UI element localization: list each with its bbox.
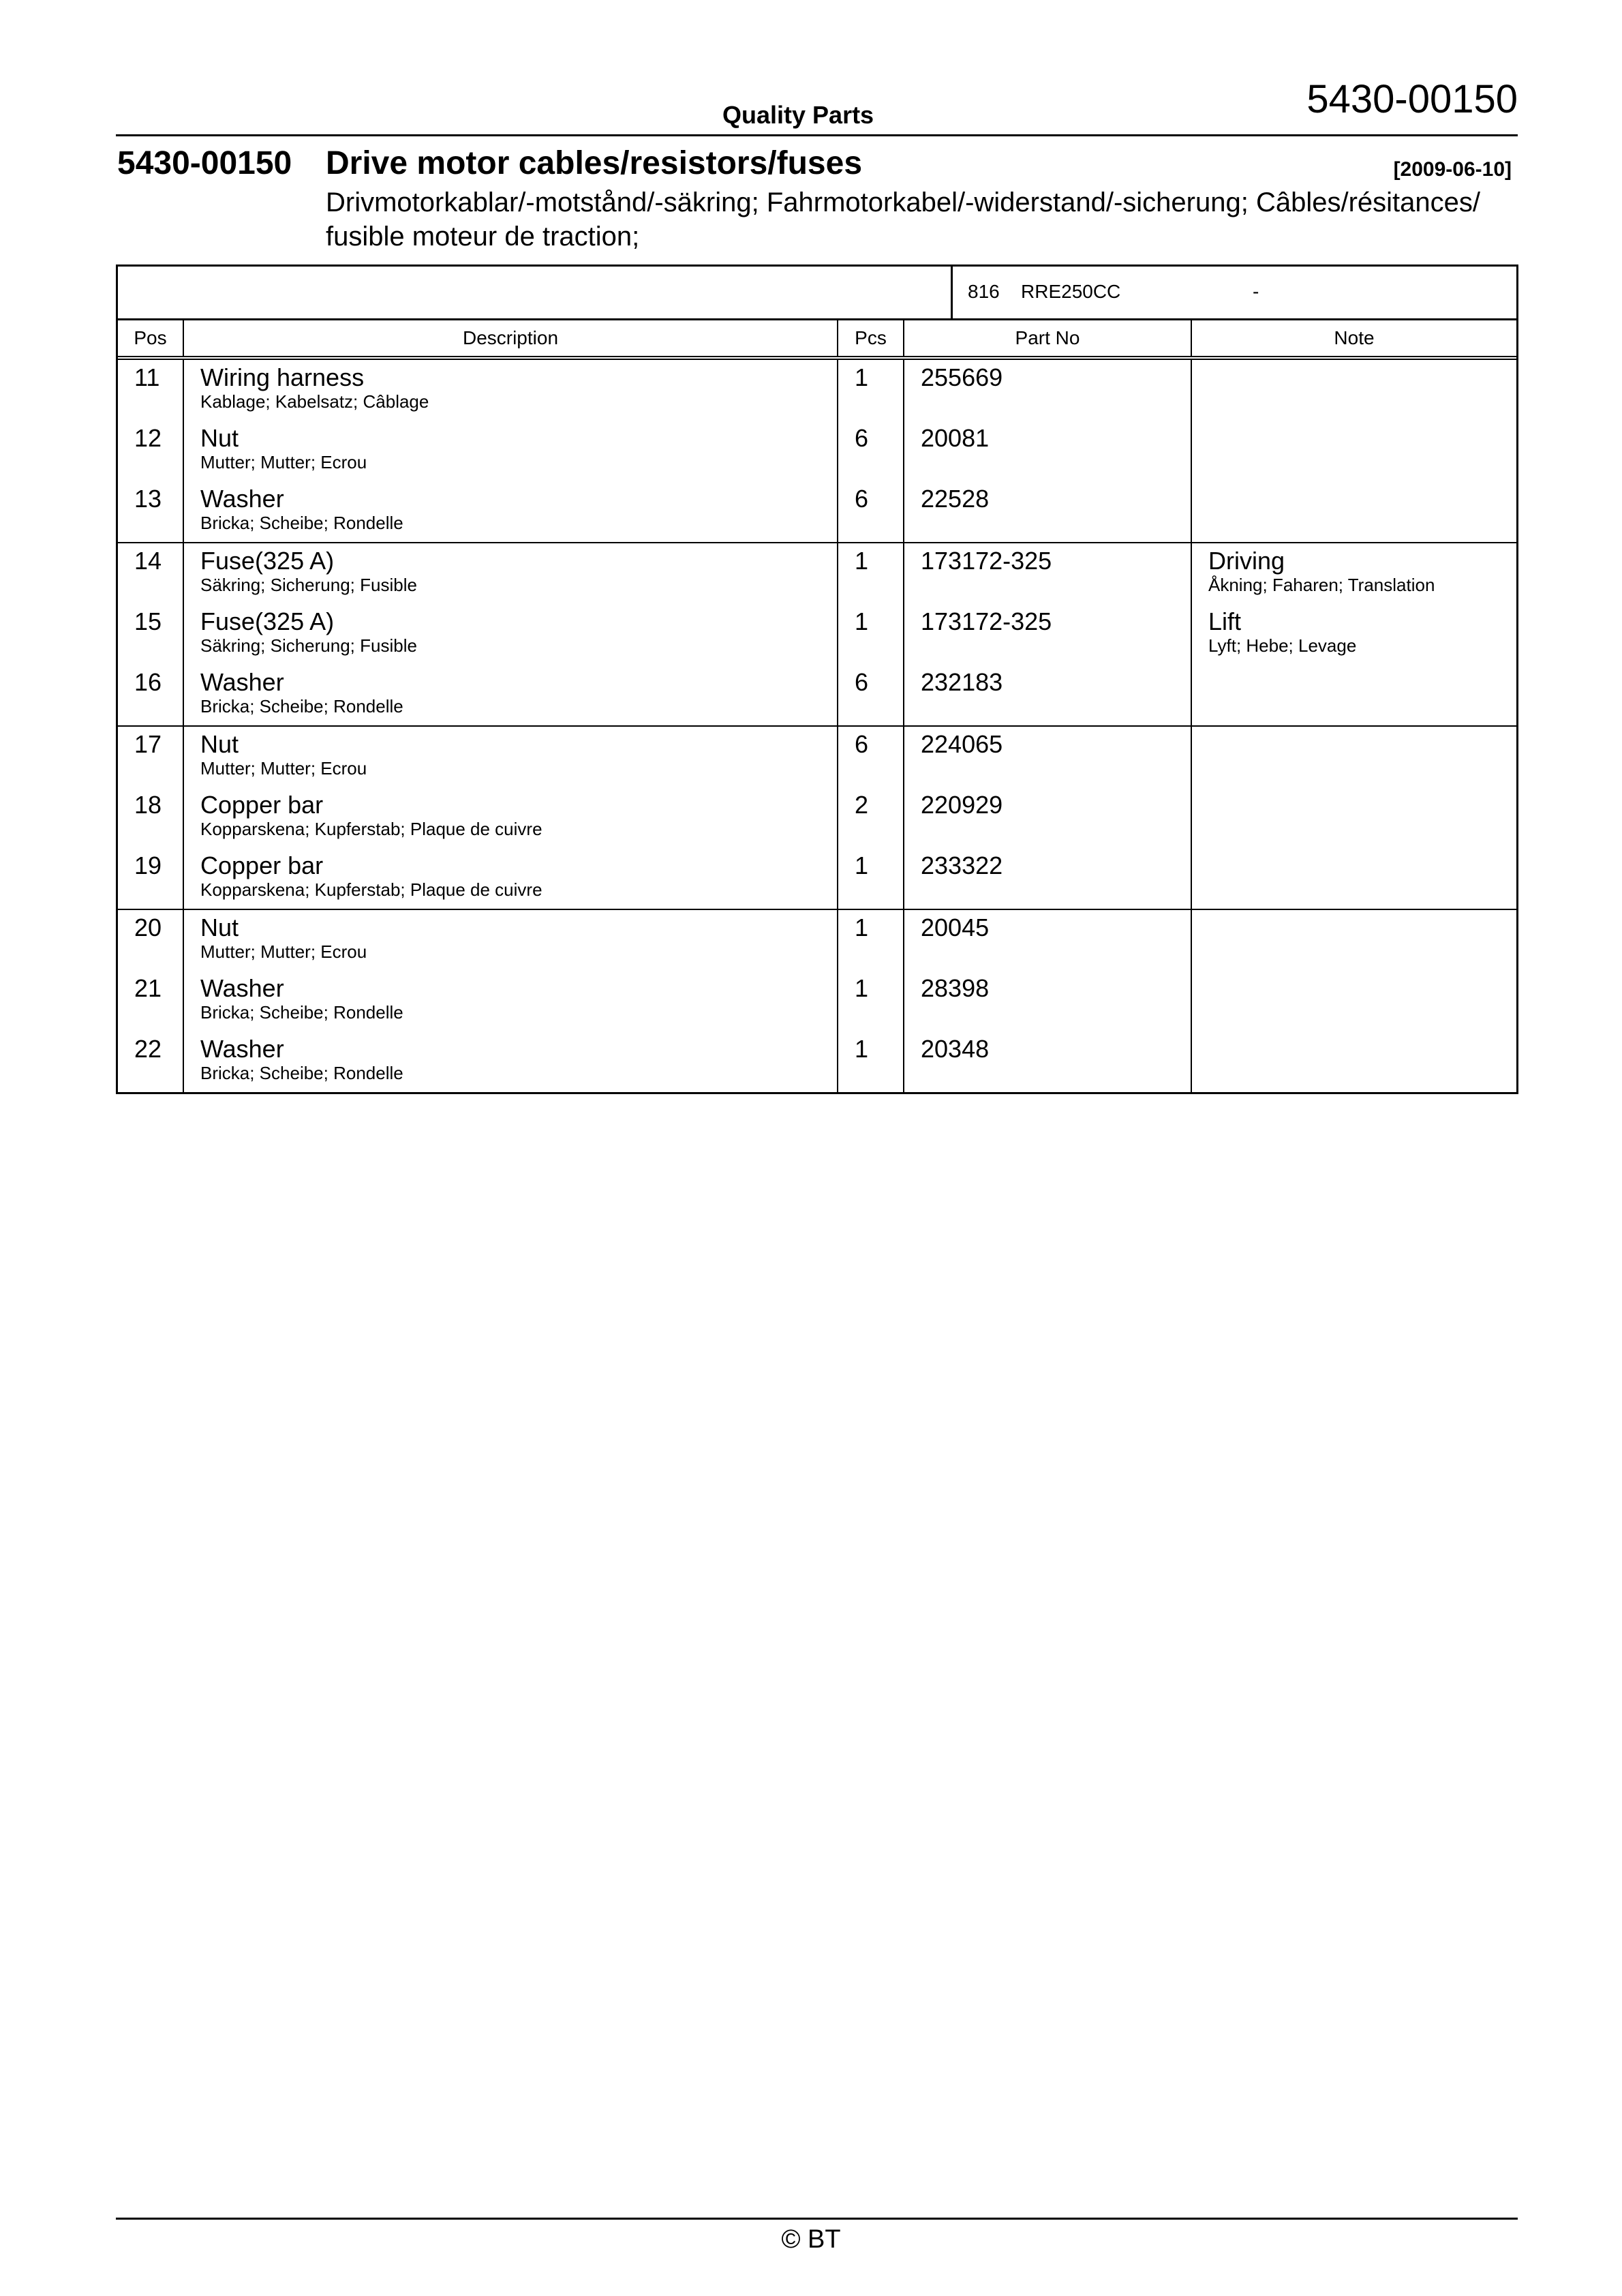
table-cell [838, 543, 903, 604]
cell-translation: Bricka; Scheibe; Rondelle [200, 513, 403, 533]
table-cell [118, 360, 183, 421]
section-code: 5430-00150 [117, 145, 292, 181]
table-cell [118, 848, 183, 909]
table-cell [904, 421, 1191, 481]
cell-value: 2 [855, 791, 869, 819]
description-column [184, 360, 838, 542]
row-group [118, 910, 1516, 1092]
cell-translation: Lyft; Hebe; Levage [1208, 635, 1357, 656]
pcs-column [838, 910, 904, 1092]
table-cell [1192, 910, 1516, 971]
cell-value: 1 [855, 363, 869, 391]
cell-value: 20348 [921, 1035, 990, 1063]
cell-value: 224065 [921, 730, 1003, 758]
part-no-column [904, 360, 1192, 542]
cell-value: Nut [200, 913, 239, 941]
table-cell [184, 1031, 837, 1092]
table-cell [184, 665, 837, 725]
cell-value: Washer [200, 974, 284, 1002]
table-cell [1192, 604, 1516, 665]
cell-value: Fuse(325 A) [200, 547, 335, 575]
table-cell [118, 910, 183, 971]
cell-value: 14 [134, 547, 162, 575]
pcs-column [838, 543, 904, 725]
table-cell [904, 727, 1191, 787]
column-header-description: Description [184, 320, 838, 356]
table-cell [838, 787, 903, 848]
parts-table [116, 265, 1518, 1094]
table-cell [904, 543, 1191, 604]
table-cell [184, 910, 837, 971]
table-cell [1192, 787, 1516, 848]
description-column [184, 727, 838, 909]
table-cell [118, 787, 183, 848]
column-header-note: Note [1334, 327, 1375, 348]
cell-value: Nut [200, 424, 239, 452]
cell-value: Washer [200, 668, 284, 696]
cell-value: 1 [855, 974, 869, 1002]
cell-value: Washer [200, 485, 284, 513]
model-row [118, 267, 1516, 320]
cell-value: 233322 [921, 851, 1003, 879]
cell-value: 17 [134, 730, 162, 758]
model-name: RRE250CC [1021, 281, 1121, 302]
description-column [184, 543, 838, 725]
cell-value: Lift [1208, 607, 1242, 635]
cell-value: 12 [134, 424, 162, 452]
table-cell [184, 727, 837, 787]
table-cell [1192, 727, 1516, 787]
row-group [118, 727, 1516, 910]
cell-translation: Säkring; Sicherung; Fusible [200, 635, 417, 656]
header-rule [116, 134, 1518, 136]
cell-value: 15 [134, 607, 162, 635]
note-column [1192, 360, 1516, 542]
table-cell [904, 848, 1191, 909]
table-cell [118, 604, 183, 665]
cell-value: 20 [134, 913, 162, 941]
row-group [118, 543, 1516, 727]
pcs-column [838, 360, 904, 542]
cell-value: Copper bar [200, 851, 324, 879]
cell-value: 173172-325 [921, 547, 1052, 575]
cell-value: 232183 [921, 668, 1003, 696]
cell-translation: Säkring; Sicherung; Fusible [200, 575, 417, 595]
cell-value: 1 [855, 1035, 869, 1063]
table-cell [904, 604, 1191, 665]
table-cell [118, 481, 183, 542]
table-cell [118, 1031, 183, 1092]
note-column [1192, 543, 1516, 725]
table-cell [184, 421, 837, 481]
table-cell [904, 1031, 1191, 1092]
cell-value: Nut [200, 730, 239, 758]
table-cell [1192, 543, 1516, 604]
table-cell [838, 910, 903, 971]
cell-translation: Kopparskena; Kupferstab; Plaque de cuivre [200, 879, 542, 900]
pcs-column [838, 727, 904, 909]
cell-value: 22 [134, 1035, 162, 1063]
cell-translation: Mutter; Mutter; Ecrou [200, 758, 367, 779]
cell-value: 255669 [921, 363, 1003, 391]
table-cell [118, 971, 183, 1031]
cell-value: 6 [855, 485, 869, 513]
cell-value: Fuse(325 A) [200, 607, 335, 635]
table-cell [1192, 971, 1516, 1031]
table-cell [904, 787, 1191, 848]
cell-value: 6 [855, 424, 869, 452]
column-header-pcs: Pcs [838, 320, 904, 356]
row-group [118, 360, 1516, 543]
part-no-column [904, 543, 1192, 725]
table-cell [904, 910, 1191, 971]
table-cell [838, 421, 903, 481]
cell-value: 20081 [921, 424, 990, 452]
cell-translation: Bricka; Scheibe; Rondelle [200, 1002, 403, 1023]
part-no-column [904, 727, 1192, 909]
note-column [1192, 727, 1516, 909]
table-cell [838, 360, 903, 421]
table-cell [904, 360, 1191, 421]
pos-column [118, 727, 184, 909]
table-cell [838, 481, 903, 542]
description-column [184, 910, 838, 1092]
table-cell [1192, 848, 1516, 909]
cell-value: 13 [134, 485, 162, 513]
cell-value: Wiring harness [200, 363, 365, 391]
table-cell [184, 360, 837, 421]
table-cell [118, 543, 183, 604]
table-cell [118, 421, 183, 481]
table-cell [1192, 421, 1516, 481]
cell-value: Copper bar [200, 791, 324, 819]
table-cell [838, 848, 903, 909]
cell-value: 20045 [921, 913, 990, 941]
model-cell [951, 267, 1516, 318]
part-no-column [904, 910, 1192, 1092]
table-cell [838, 727, 903, 787]
cell-translation: Mutter; Mutter; Ecrou [200, 941, 367, 962]
cell-value: 1 [855, 913, 869, 941]
table-cell [838, 665, 903, 725]
note-column [1192, 910, 1516, 1092]
cell-value: 1 [855, 851, 869, 879]
table-cell [838, 604, 903, 665]
cell-translation: Åkning; Faharen; Translation [1208, 575, 1435, 595]
cell-translation: Kablage; Kabelsatz; Câblage [200, 391, 429, 412]
table-cell [1192, 481, 1516, 542]
footer-rule [116, 2218, 1518, 2220]
cell-value: 16 [134, 668, 162, 696]
pos-column [118, 910, 184, 1092]
model-range: - [1253, 281, 1259, 302]
table-cell [1192, 360, 1516, 421]
column-header-part-no: Part No [904, 320, 1192, 356]
cell-value: 173172-325 [921, 607, 1052, 635]
table-cell [184, 604, 837, 665]
table-header-row [118, 320, 1516, 360]
table-cell [1192, 665, 1516, 725]
table-cell [184, 787, 837, 848]
cell-value: 6 [855, 668, 869, 696]
cell-value: 22528 [921, 485, 990, 513]
page-header-title: Quality Parts [722, 101, 874, 129]
pos-column [118, 360, 184, 542]
column-header-pos: Pos [118, 320, 184, 356]
cell-value: 19 [134, 851, 162, 879]
table-cell [838, 971, 903, 1031]
cell-value: 1 [855, 607, 869, 635]
footer-text: © BT [781, 2225, 841, 2254]
cell-value: 28398 [921, 974, 990, 1002]
table-cell [118, 665, 183, 725]
table-cell [118, 727, 183, 787]
cell-translation: Kopparskena; Kupferstab; Plaque de cuivre [200, 819, 542, 839]
table-cell [904, 971, 1191, 1031]
table-body [118, 360, 1516, 1092]
model-number: 816 [968, 281, 1000, 302]
cell-value: 220929 [921, 791, 1003, 819]
pos-column [118, 543, 184, 725]
table-cell [1192, 1031, 1516, 1092]
cell-translation: Bricka; Scheibe; Rondelle [200, 1063, 403, 1083]
table-cell [838, 1031, 903, 1092]
cell-value: 21 [134, 974, 162, 1002]
section-date: [2009-06-10] [1393, 158, 1512, 181]
section-title: Drive motor cables/resistors/fuses [326, 145, 863, 181]
table-cell [184, 481, 837, 542]
table-cell [904, 481, 1191, 542]
table-cell [184, 971, 837, 1031]
cell-value: 11 [134, 363, 160, 391]
cell-value: 1 [855, 547, 869, 575]
cell-value: Washer [200, 1035, 284, 1063]
table-cell [184, 543, 837, 604]
table-cell [184, 848, 837, 909]
cell-value: Driving [1208, 547, 1285, 575]
section-subtitle: Drivmotorkablar/-motstånd/-säkring; Fahrmotorkabel/-widerstand/-sicherung; Câbles/résitances/ fusible moteur de traction; [326, 187, 1480, 252]
table-cell [904, 665, 1191, 725]
cell-value: 6 [855, 730, 869, 758]
cell-translation: Bricka; Scheibe; Rondelle [200, 696, 403, 716]
cell-translation: Mutter; Mutter; Ecrou [200, 452, 367, 472]
cell-value: 18 [134, 791, 162, 819]
page-header-code: 5430-00150 [1306, 77, 1518, 121]
